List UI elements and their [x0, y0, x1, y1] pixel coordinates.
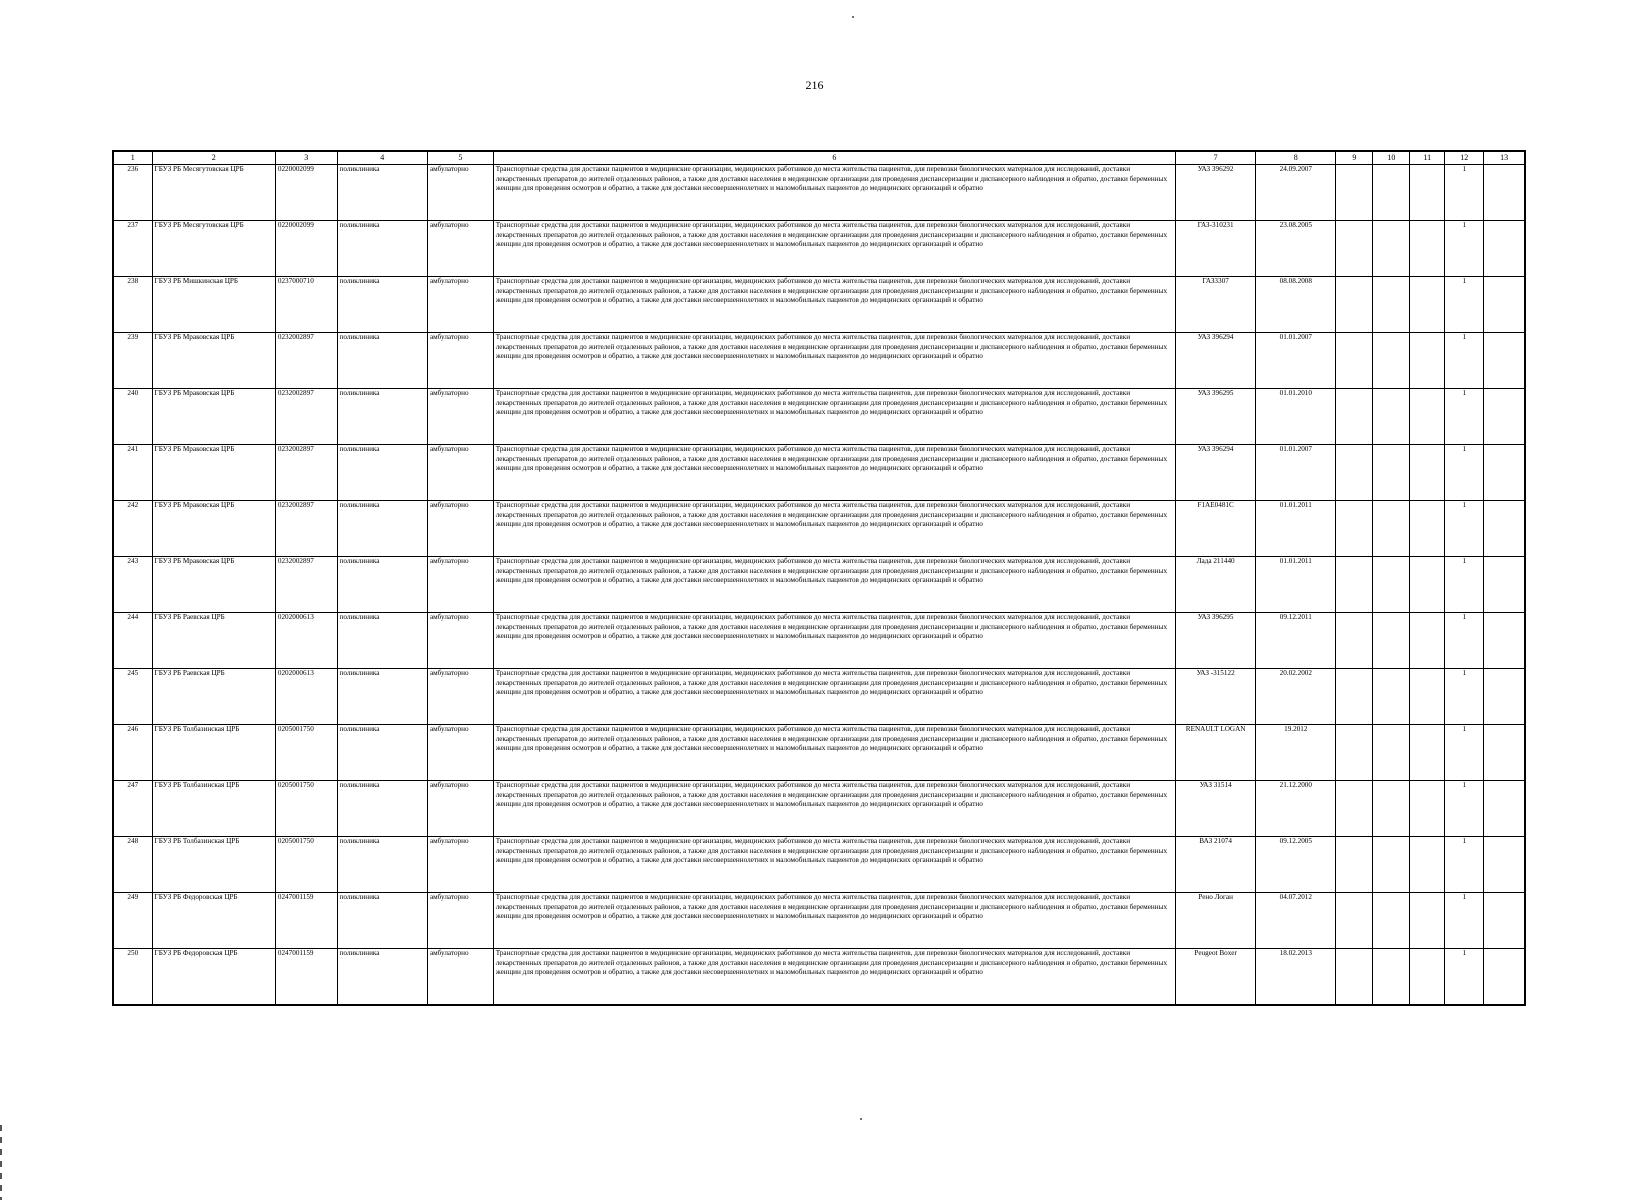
- table-row: [113, 669, 1525, 725]
- org-code: 0205001750: [275, 781, 337, 837]
- col-header: 8: [1256, 151, 1336, 165]
- purpose-description: Транспортные средства для доставки пациентов в медицинские организации, медицинских работников до места жительства пациентов, для перевозки биологических материалов для исследований, доставки лекарственных препаратов до жителей отдаленных районов, а также для доставки населения в медицинские организации для проведения диспансеризации и диспансерного наблюдения и обратно, доставки беременных женщин для проведения осмотров и обратно, а также для доставки несовершеннолетних и маломобильных пациентов до медицинских организаций и обратно: [493, 389, 1175, 445]
- registration-date: 01.01.2010: [1256, 389, 1336, 445]
- vehicle-model: УАЗ 31514: [1176, 781, 1256, 837]
- table-row: [113, 389, 1525, 445]
- col-12-cell: 1: [1445, 781, 1484, 837]
- org-code: 0232002897: [275, 389, 337, 445]
- vehicle-model: УАЗ 396294: [1176, 445, 1256, 501]
- col-10-cell: [1373, 669, 1410, 725]
- col-10-cell: [1373, 893, 1410, 949]
- col-12-cell: 1: [1445, 613, 1484, 669]
- purpose-description: Транспортные средства для доставки пациентов в медицинские организации, медицинских работников до места жительства пациентов, для перевозки биологических материалов для исследований, доставки лекарственных препаратов до жителей отдаленных районов, а также для доставки населения в медицинские организации для проведения диспансеризации и диспансерного наблюдения и обратно, доставки беременных женщин для проведения осмотров и обратно, а также для доставки несовершеннолетних и маломобильных пациентов до медицинских организаций и обратно: [493, 445, 1175, 501]
- col-12-cell: 1: [1445, 557, 1484, 613]
- col-11-cell: [1410, 333, 1445, 389]
- registration-date: 08.08.2008: [1256, 277, 1336, 333]
- care-mode: амбулаторно: [427, 781, 493, 837]
- purpose-description: Транспортные средства для доставки пациентов в медицинские организации, медицинских работников до места жительства пациентов, для перевозки биологических материалов для исследований, доставки лекарственных препаратов до жителей отдаленных районов, а также для доставки населения в медицинские организации для проведения диспансеризации и диспансерного наблюдения и обратно, доставки беременных женщин для проведения осмотров и обратно, а также для доставки несовершеннолетних и маломобильных пациентов до медицинских организаций и обратно: [493, 949, 1175, 1006]
- organization-name: ГБУЗ РБ Толбазинская ЦРБ: [152, 781, 275, 837]
- organization-name: ГБУЗ РБ Мраковская ЦРБ: [152, 557, 275, 613]
- unit-type: поликлиника: [337, 949, 427, 1006]
- unit-type: поликлиника: [337, 781, 427, 837]
- col-13-cell: [1484, 725, 1525, 781]
- col-12-cell: 1: [1445, 277, 1484, 333]
- purpose-description: Транспортные средства для доставки пациентов в медицинские организации, медицинских работников до места жительства пациентов, для перевозки биологических материалов для исследований, доставки лекарственных препаратов до жителей отдаленных районов, а также для доставки населения в медицинские организации для проведения диспансеризации и диспансерного наблюдения и обратно, доставки беременных женщин для проведения осмотров и обратно, а также для доставки несовершеннолетних и маломобильных пациентов до медицинских организаций и обратно: [493, 557, 1175, 613]
- col-12-cell: 1: [1445, 501, 1484, 557]
- org-code: 0232002897: [275, 501, 337, 557]
- col-11-cell: [1410, 781, 1445, 837]
- col-11-cell: [1410, 557, 1445, 613]
- col-header: 5: [427, 151, 493, 165]
- col-10-cell: [1373, 557, 1410, 613]
- col-header: 10: [1373, 151, 1410, 165]
- col-9-cell: [1336, 277, 1373, 333]
- col-9-cell: [1336, 165, 1373, 221]
- col-13-cell: [1484, 837, 1525, 893]
- col-11-cell: [1410, 221, 1445, 277]
- vehicle-model: УАЗ 396294: [1176, 333, 1256, 389]
- org-code: 0205001750: [275, 837, 337, 893]
- row-number: 238: [113, 277, 152, 333]
- col-9-cell: [1336, 893, 1373, 949]
- vehicle-model: Peugeot Boxer: [1176, 949, 1256, 1006]
- table-row: [113, 837, 1525, 893]
- row-number: 250: [113, 949, 152, 1006]
- col-10-cell: [1373, 613, 1410, 669]
- table-row: [113, 949, 1525, 1006]
- purpose-description: Транспортные средства для доставки пациентов в медицинские организации, медицинских работников до места жительства пациентов, для перевозки биологических материалов для исследований, доставки лекарственных препаратов до жителей отдаленных районов, а также для доставки населения в медицинские организации для проведения диспансеризации и диспансерного наблюдения и обратно, доставки беременных женщин для проведения осмотров и обратно, а также для доставки несовершеннолетних и маломобильных пациентов до медицинских организаций и обратно: [493, 277, 1175, 333]
- care-mode: амбулаторно: [427, 389, 493, 445]
- col-11-cell: [1410, 837, 1445, 893]
- org-code: 0237000710: [275, 277, 337, 333]
- col-11-cell: [1410, 389, 1445, 445]
- col-13-cell: [1484, 893, 1525, 949]
- col-12-cell: 1: [1445, 949, 1484, 1006]
- table-row: [113, 445, 1525, 501]
- col-13-cell: [1484, 501, 1525, 557]
- row-number: 241: [113, 445, 152, 501]
- registration-date: 01.01.2011: [1256, 557, 1336, 613]
- organization-name: ГБУЗ РБ Мраковская ЦРБ: [152, 333, 275, 389]
- organization-name: ГБУЗ РБ Толбазинская ЦРБ: [152, 837, 275, 893]
- vehicle-model: УАЗ 396292: [1176, 165, 1256, 221]
- col-12-cell: 1: [1445, 445, 1484, 501]
- purpose-description: Транспортные средства для доставки пациентов в медицинские организации, медицинских работников до места жительства пациентов, для перевозки биологических материалов для исследований, доставки лекарственных препаратов до жителей отдаленных районов, а также для доставки населения в медицинские организации для проведения диспансеризации и диспансерного наблюдения и обратно, доставки беременных женщин для проведения осмотров и обратно, а также для доставки несовершеннолетних и маломобильных пациентов до медицинских организаций и обратно: [493, 613, 1175, 669]
- unit-type: поликлиника: [337, 501, 427, 557]
- row-number: 246: [113, 725, 152, 781]
- care-mode: амбулаторно: [427, 893, 493, 949]
- col-13-cell: [1484, 949, 1525, 1006]
- vehicle-model: ГАЗ3307: [1176, 277, 1256, 333]
- row-number: 239: [113, 333, 152, 389]
- col-10-cell: [1373, 221, 1410, 277]
- organization-name: ГБУЗ РБ Мраковская ЦРБ: [152, 501, 275, 557]
- org-code: 0232002897: [275, 557, 337, 613]
- care-mode: амбулаторно: [427, 949, 493, 1006]
- purpose-description: Транспортные средства для доставки пациентов в медицинские организации, медицинских работников до места жительства пациентов, для перевозки биологических материалов для исследований, доставки лекарственных препаратов до жителей отдаленных районов, а также для доставки населения в медицинские организации для проведения диспансеризации и диспансерного наблюдения и обратно, доставки беременных женщин для проведения осмотров и обратно, а также для доставки несовершеннолетних и маломобильных пациентов до медицинских организаций и обратно: [493, 893, 1175, 949]
- header-row: [113, 151, 1525, 165]
- col-11-cell: [1410, 669, 1445, 725]
- col-13-cell: [1484, 221, 1525, 277]
- scan-edge: [0, 1125, 2, 1200]
- row-number: 243: [113, 557, 152, 613]
- table-row: [113, 333, 1525, 389]
- org-code: 0205001750: [275, 725, 337, 781]
- registration-date: 19.2012: [1256, 725, 1336, 781]
- col-11-cell: [1410, 445, 1445, 501]
- scan-speck: [860, 1118, 862, 1120]
- unit-type: поликлиника: [337, 893, 427, 949]
- row-number: 247: [113, 781, 152, 837]
- table-row: [113, 557, 1525, 613]
- organization-name: ГБУЗ РБ Месягутовская ЦРБ: [152, 165, 275, 221]
- vehicle-model: ГАЗ-310231: [1176, 221, 1256, 277]
- col-12-cell: 1: [1445, 333, 1484, 389]
- col-11-cell: [1410, 725, 1445, 781]
- org-code: 0220002099: [275, 165, 337, 221]
- table-row: [113, 613, 1525, 669]
- care-mode: амбулаторно: [427, 277, 493, 333]
- unit-type: поликлиника: [337, 557, 427, 613]
- page-number: 216: [805, 78, 824, 92]
- vehicle-model: ВАЗ 21074: [1176, 837, 1256, 893]
- col-10-cell: [1373, 725, 1410, 781]
- table-row: [113, 725, 1525, 781]
- registration-date: 01.01.2007: [1256, 445, 1336, 501]
- row-number: 248: [113, 837, 152, 893]
- care-mode: амбулаторно: [427, 333, 493, 389]
- col-11-cell: [1410, 277, 1445, 333]
- org-code: 0202000613: [275, 613, 337, 669]
- unit-type: поликлиника: [337, 613, 427, 669]
- registration-date: 09.12.2005: [1256, 837, 1336, 893]
- purpose-description: Транспортные средства для доставки пациентов в медицинские организации, медицинских работников до места жительства пациентов, для перевозки биологических материалов для исследований, доставки лекарственных препаратов до жителей отдаленных районов, а также для доставки населения в медицинские организации для проведения диспансеризации и диспансерного наблюдения и обратно, доставки беременных женщин для проведения осмотров и обратно, а также для доставки несовершеннолетних и маломобильных пациентов до медицинских организаций и обратно: [493, 837, 1175, 893]
- row-number: 240: [113, 389, 152, 445]
- purpose-description: Транспортные средства для доставки пациентов в медицинские организации, медицинских работников до места жительства пациентов, для перевозки биологических материалов для исследований, доставки лекарственных препаратов до жителей отдаленных районов, а также для доставки населения в медицинские организации для проведения диспансеризации и диспансерного наблюдения и обратно, доставки беременных женщин для проведения осмотров и обратно, а также для доставки несовершеннолетних и маломобильных пациентов до медицинских организаций и обратно: [493, 725, 1175, 781]
- col-13-cell: [1484, 333, 1525, 389]
- vehicle-model: УАЗ 396295: [1176, 613, 1256, 669]
- table-row: [113, 221, 1525, 277]
- org-code: 0232002897: [275, 333, 337, 389]
- org-code: 0232002897: [275, 445, 337, 501]
- col-13-cell: [1484, 669, 1525, 725]
- col-10-cell: [1373, 277, 1410, 333]
- col-header: 9: [1336, 151, 1373, 165]
- purpose-description: Транспортные средства для доставки пациентов в медицинские организации, медицинских работников до места жительства пациентов, для перевозки биологических материалов для исследований, доставки лекарственных препаратов до жителей отдаленных районов, а также для доставки населения в медицинские организации для проведения диспансеризации и диспансерного наблюдения и обратно, доставки беременных женщин для проведения осмотров и обратно, а также для доставки несовершеннолетних и маломобильных пациентов до медицинских организаций и обратно: [493, 165, 1175, 221]
- col-10-cell: [1373, 389, 1410, 445]
- col-10-cell: [1373, 781, 1410, 837]
- purpose-description: Транспортные средства для доставки пациентов в медицинские организации, медицинских работников до места жительства пациентов, для перевозки биологических материалов для исследований, доставки лекарственных препаратов до жителей отдаленных районов, а также для доставки населения в медицинские организации для проведения диспансеризации и диспансерного наблюдения и обратно, доставки беременных женщин для проведения осмотров и обратно, а также для доставки несовершеннолетних и маломобильных пациентов до медицинских организаций и обратно: [493, 501, 1175, 557]
- vehicle-model: Лада 211440: [1176, 557, 1256, 613]
- col-10-cell: [1373, 837, 1410, 893]
- table-row: [113, 277, 1525, 333]
- col-header: 7: [1176, 151, 1256, 165]
- organization-name: ГБУЗ РБ Раевская ЦРБ: [152, 669, 275, 725]
- col-9-cell: [1336, 725, 1373, 781]
- col-9-cell: [1336, 837, 1373, 893]
- unit-type: поликлиника: [337, 445, 427, 501]
- col-9-cell: [1336, 669, 1373, 725]
- col-12-cell: 1: [1445, 725, 1484, 781]
- care-mode: амбулаторно: [427, 837, 493, 893]
- col-9-cell: [1336, 221, 1373, 277]
- unit-type: поликлиника: [337, 725, 427, 781]
- organization-name: ГБУЗ РБ Федоровская ЦРБ: [152, 949, 275, 1006]
- organization-name: ГБУЗ РБ Толбазинская ЦРБ: [152, 725, 275, 781]
- row-number: 236: [113, 165, 152, 221]
- col-12-cell: 1: [1445, 221, 1484, 277]
- col-header: 1: [113, 151, 152, 165]
- vehicle-model: УАЗ 396295: [1176, 389, 1256, 445]
- registration-date: 18.02.2013: [1256, 949, 1336, 1006]
- col-9-cell: [1336, 613, 1373, 669]
- scan-speck: [852, 16, 854, 18]
- care-mode: амбулаторно: [427, 669, 493, 725]
- unit-type: поликлиника: [337, 333, 427, 389]
- registration-date: 24.09.2007: [1256, 165, 1336, 221]
- table-row: [113, 501, 1525, 557]
- organization-name: ГБУЗ РБ Мишкинская ЦРБ: [152, 277, 275, 333]
- registration-date: 04.07.2012: [1256, 893, 1336, 949]
- unit-type: поликлиника: [337, 221, 427, 277]
- table-row: [113, 781, 1525, 837]
- col-11-cell: [1410, 893, 1445, 949]
- vehicle-model: Рено Логан: [1176, 893, 1256, 949]
- col-12-cell: 1: [1445, 893, 1484, 949]
- care-mode: амбулаторно: [427, 445, 493, 501]
- col-header: 13: [1484, 151, 1525, 165]
- care-mode: амбулаторно: [427, 557, 493, 613]
- col-10-cell: [1373, 949, 1410, 1006]
- col-9-cell: [1336, 557, 1373, 613]
- col-11-cell: [1410, 949, 1445, 1006]
- care-mode: амбулаторно: [427, 165, 493, 221]
- col-9-cell: [1336, 445, 1373, 501]
- org-code: 0247001159: [275, 893, 337, 949]
- unit-type: поликлиника: [337, 669, 427, 725]
- col-12-cell: 1: [1445, 837, 1484, 893]
- col-11-cell: [1410, 613, 1445, 669]
- col-9-cell: [1336, 501, 1373, 557]
- registration-date: 21.12.2000: [1256, 781, 1336, 837]
- col-header: 6: [493, 151, 1175, 165]
- col-header: 3: [275, 151, 337, 165]
- care-mode: амбулаторно: [427, 221, 493, 277]
- col-10-cell: [1373, 165, 1410, 221]
- unit-type: поликлиника: [337, 837, 427, 893]
- row-number: 245: [113, 669, 152, 725]
- organization-name: ГБУЗ РБ Мраковская ЦРБ: [152, 445, 275, 501]
- col-11-cell: [1410, 165, 1445, 221]
- vehicle-model: УАЗ -315122: [1176, 669, 1256, 725]
- col-12-cell: 1: [1445, 669, 1484, 725]
- organization-name: ГБУЗ РБ Месягутовская ЦРБ: [152, 221, 275, 277]
- col-9-cell: [1336, 333, 1373, 389]
- col-11-cell: [1410, 501, 1445, 557]
- vehicle-model: RENAULT LOGAN: [1176, 725, 1256, 781]
- col-10-cell: [1373, 333, 1410, 389]
- row-number: 249: [113, 893, 152, 949]
- col-10-cell: [1373, 445, 1410, 501]
- organization-name: ГБУЗ РБ Мраковская ЦРБ: [152, 389, 275, 445]
- organization-name: ГБУЗ РБ Раевская ЦРБ: [152, 613, 275, 669]
- registration-date: 09.12.2011: [1256, 613, 1336, 669]
- unit-type: поликлиника: [337, 165, 427, 221]
- registration-date: 01.01.2011: [1256, 501, 1336, 557]
- table-row: [113, 893, 1525, 949]
- col-13-cell: [1484, 445, 1525, 501]
- vehicle-table: [112, 150, 1526, 1006]
- col-9-cell: [1336, 949, 1373, 1006]
- col-13-cell: [1484, 557, 1525, 613]
- row-number: 244: [113, 613, 152, 669]
- org-code: 0220002099: [275, 221, 337, 277]
- care-mode: амбулаторно: [427, 725, 493, 781]
- registration-date: 20.02.2002: [1256, 669, 1336, 725]
- row-number: 237: [113, 221, 152, 277]
- purpose-description: Транспортные средства для доставки пациентов в медицинские организации, медицинских работников до места жительства пациентов, для перевозки биологических материалов для исследований, доставки лекарственных препаратов до жителей отдаленных районов, а также для доставки населения в медицинские организации для проведения диспансеризации и диспансерного наблюдения и обратно, доставки беременных женщин для проведения осмотров и обратно, а также для доставки несовершеннолетних и маломобильных пациентов до медицинских организаций и обратно: [493, 221, 1175, 277]
- col-13-cell: [1484, 389, 1525, 445]
- col-12-cell: 1: [1445, 389, 1484, 445]
- purpose-description: Транспортные средства для доставки пациентов в медицинские организации, медицинских работников до места жительства пациентов, для перевозки биологических материалов для исследований, доставки лекарственных препаратов до жителей отдаленных районов, а также для доставки населения в медицинские организации для проведения диспансеризации и диспансерного наблюдения и обратно, доставки беременных женщин для проведения осмотров и обратно, а также для доставки несовершеннолетних и маломобильных пациентов до медицинских организаций и обратно: [493, 669, 1175, 725]
- org-code: 0247001159: [275, 949, 337, 1006]
- registration-date: 23.08.2005: [1256, 221, 1336, 277]
- organization-name: ГБУЗ РБ Федоровская ЦРБ: [152, 893, 275, 949]
- unit-type: поликлиника: [337, 389, 427, 445]
- purpose-description: Транспортные средства для доставки пациентов в медицинские организации, медицинских работников до места жительства пациентов, для перевозки биологических материалов для исследований, доставки лекарственных препаратов до жителей отдаленных районов, а также для доставки населения в медицинские организации для проведения диспансеризации и диспансерного наблюдения и обратно, доставки беременных женщин для проведения осмотров и обратно, а также для доставки несовершеннолетних и маломобильных пациентов до медицинских организаций и обратно: [493, 781, 1175, 837]
- col-9-cell: [1336, 781, 1373, 837]
- table-row: [113, 165, 1525, 221]
- purpose-description: Транспортные средства для доставки пациентов в медицинские организации, медицинских работников до места жительства пациентов, для перевозки биологических материалов для исследований, доставки лекарственных препаратов до жителей отдаленных районов, а также для доставки населения в медицинские организации для проведения диспансеризации и диспансерного наблюдения и обратно, доставки беременных женщин для проведения осмотров и обратно, а также для доставки несовершеннолетних и маломобильных пациентов до медицинских организаций и обратно: [493, 333, 1175, 389]
- col-header: 4: [337, 151, 427, 165]
- col-12-cell: 1: [1445, 165, 1484, 221]
- col-header: 12: [1445, 151, 1484, 165]
- col-13-cell: [1484, 613, 1525, 669]
- col-header: 11: [1410, 151, 1445, 165]
- vehicle-model: F1AE0481C: [1176, 501, 1256, 557]
- col-header: 2: [152, 151, 275, 165]
- care-mode: амбулаторно: [427, 613, 493, 669]
- col-10-cell: [1373, 501, 1410, 557]
- registration-date: 01.01.2007: [1256, 333, 1336, 389]
- unit-type: поликлиника: [337, 277, 427, 333]
- col-9-cell: [1336, 389, 1373, 445]
- col-13-cell: [1484, 277, 1525, 333]
- care-mode: амбулаторно: [427, 501, 493, 557]
- col-13-cell: [1484, 165, 1525, 221]
- col-13-cell: [1484, 781, 1525, 837]
- org-code: 0202000613: [275, 669, 337, 725]
- row-number: 242: [113, 501, 152, 557]
